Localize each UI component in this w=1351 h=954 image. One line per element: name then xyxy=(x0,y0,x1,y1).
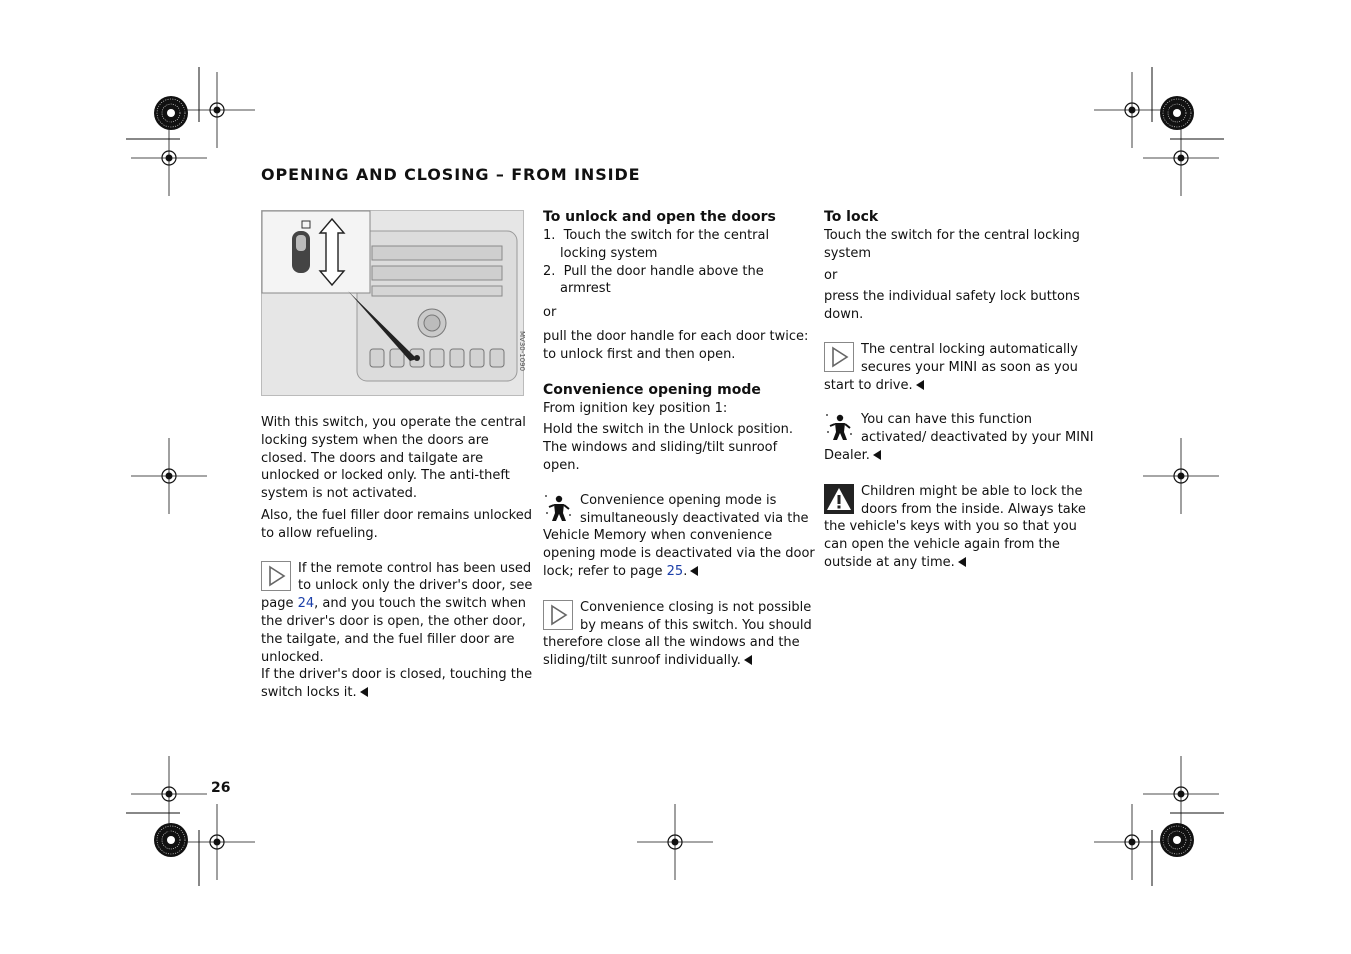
end-marker-icon xyxy=(873,450,881,460)
or-text: or xyxy=(824,267,838,283)
switch-illustration xyxy=(261,210,524,396)
page-link-24[interactable]: 24 xyxy=(297,596,315,612)
auto-lock-text: The central locking automatically secures your MINI as soon as you start to drive. xyxy=(824,341,1078,393)
remote-note-text-a: If the remote control has been used to unlock only the driver's door, see page xyxy=(261,560,533,612)
closed-door-text: If the driver's door is closed, touching the switch locks it. xyxy=(261,667,533,701)
dealer-note xyxy=(824,411,1096,464)
safety-buttons-text: press the individual safety lock buttons down. xyxy=(824,289,1080,323)
auto-lock-note xyxy=(824,341,1096,394)
refuel-paragraph: Also, the fuel filler door remains unlocked to allow refueling. xyxy=(261,507,532,541)
end-marker-icon xyxy=(360,687,368,697)
end-marker-icon xyxy=(690,566,698,576)
or-text: or xyxy=(543,305,557,321)
remote-note-text-b: , and you touch the switch when the driver's door is open, the other door, the tailgate, and the fuel filler door are unlocked. xyxy=(261,596,527,665)
convenience-closing-note xyxy=(543,599,815,670)
figure-code: MV30-1090 xyxy=(518,331,526,372)
note-triangle-icon xyxy=(824,342,854,372)
convenience-closing-text: Convenience closing is not possible by means of this switch. You should therefore close all the windows and the sliding/tilt sunroof individually. xyxy=(543,599,812,669)
children-warning-text: Children might be able to lock the doors from the inside. Always take the vehicle's keys with you so that you can open the vehicle again from the outside at any time. xyxy=(824,483,1086,570)
step-1: 1. Touch the switch for the central locking system xyxy=(543,228,770,261)
hold-switch-text: Hold the switch in the Unlock position. The windows and sliding/tilt sunroof open. xyxy=(543,422,794,473)
section-heading-unlock: To unlock and open the doors xyxy=(543,209,776,225)
column-right xyxy=(824,207,1096,572)
end-marker-icon xyxy=(958,557,966,567)
step-2: 2. Pull the door handle above the armrest xyxy=(543,263,764,297)
column-left xyxy=(261,414,533,702)
vehicle-memory-text-a: Convenience opening mode is simultaneously deactivated via the Vehicle Memory when convenience opening mode is deactivated via the door lock; refer to page xyxy=(543,492,815,579)
page-link-25[interactable]: 25 xyxy=(666,563,684,579)
end-marker-icon xyxy=(744,655,752,665)
note-triangle-icon xyxy=(543,600,573,630)
page-number: 26 xyxy=(211,780,231,796)
column-middle xyxy=(543,207,815,670)
end-marker-icon xyxy=(916,380,924,390)
lock-touch-text: Touch the switch for the central locking system xyxy=(824,228,1080,261)
children-warning xyxy=(824,483,1096,572)
mechanic-icon xyxy=(543,493,573,523)
dealer-text: You can have this function activated/ deactivated by your MINI Dealer. xyxy=(824,412,1094,463)
section-heading-convenience: Convenience opening mode xyxy=(543,381,761,398)
ignition-text: From ignition key position 1: xyxy=(543,400,728,416)
warning-icon xyxy=(824,484,854,514)
mechanic-icon xyxy=(824,412,854,442)
intro-paragraph: With this switch, you operate the central locking system when the doors are closed. The doors and tailgate are unlocked or locked only. The anti-theft system is not activated. xyxy=(261,415,526,502)
remote-note xyxy=(261,560,533,702)
section-heading-lock: To lock xyxy=(824,209,879,225)
page-title: OPENING AND CLOSING – FROM INSIDE xyxy=(261,165,641,184)
vehicle-memory-note: Convenience opening mode is simultaneously deactivated via the Vehicle Memory when convenience opening mode is deactivated via the door lock; refer to page 25. xyxy=(543,492,815,579)
note-triangle-icon xyxy=(261,561,291,591)
alt-unlock-text: pull the door handle for each door twice: to unlock first and then open. xyxy=(543,328,809,362)
